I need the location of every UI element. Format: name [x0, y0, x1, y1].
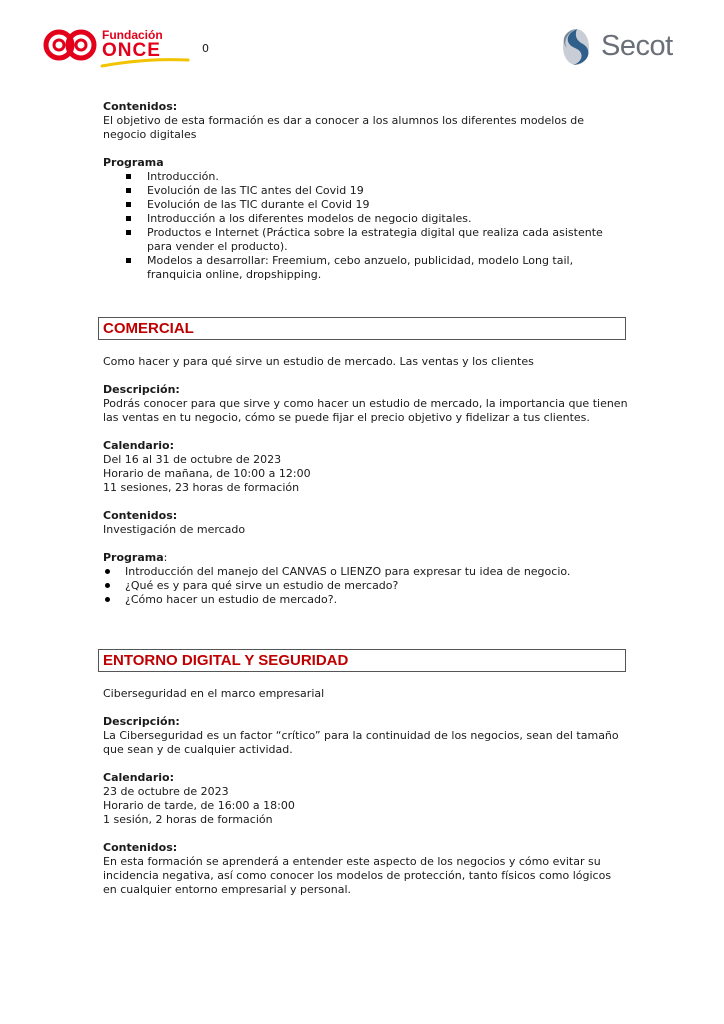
entorno-calendario-schedule: Horario de tarde, de 16:00 a 18:00	[103, 799, 295, 812]
comercial-contenidos-label: Contenidos:	[103, 509, 178, 522]
list-item: Introducción a los diferentes modelos de negocio digitales.	[103, 212, 628, 226]
intro-contenidos-label: Contenidos:	[103, 100, 178, 113]
entorno-descripcion-text: La Ciberseguridad es un factor “crítico” para la continuidad de los negocios, sean del tamaño que sean y de cualquier actividad.	[103, 729, 619, 756]
entorno-contenidos-label: Contenidos:	[103, 841, 178, 854]
entorno-calendario-sessions: 1 sesión, 2 horas de formación	[103, 813, 273, 826]
comercial-contenidos-text: Investigación de mercado	[103, 523, 246, 536]
section-title-entorno: ENTORNO DIGITAL Y SEGURIDAD	[98, 649, 626, 672]
list-item: ¿Qué es y para qué sirve un estudio de mercado?	[103, 579, 628, 593]
comercial-calendario-dates: Del 16 al 31 de octubre de 2023	[103, 453, 282, 466]
list-item: Modelos a desarrollar: Freemium, cebo anzuelo, publicidad, modelo Long tail, franquicia online, dropshipping.	[103, 254, 628, 282]
comercial-calendario-label: Calendario:	[103, 439, 175, 452]
list-item: Introducción del manejo del CANVAS o LIENZO para expresar tu idea de negocio.	[103, 565, 628, 579]
list-item: Productos e Internet (Práctica sobre la estrategia digital que realiza cada asistente para vender el producto).	[103, 226, 628, 254]
secot-brand-text: Secot	[601, 30, 673, 62]
comercial-descripcion-label: Descripción:	[103, 383, 180, 396]
once-brand-top: Fundación	[102, 28, 163, 42]
list-item: Evolución de las TIC durante el Covid 19	[103, 198, 628, 212]
entorno-calendario-dates: 23 de octubre de 2023	[103, 785, 229, 798]
comercial-subtitle: Como hacer y para qué sirve un estudio de mercado. Las ventas y los clientes	[103, 355, 534, 368]
once-swoosh-icon	[100, 56, 190, 70]
entorno-calendario-label: Calendario:	[103, 771, 175, 784]
secot-logo	[555, 26, 685, 68]
list-item: Evolución de las TIC antes del Covid 19	[103, 184, 628, 198]
entorno-subtitle: Ciberseguridad en el marco empresarial	[103, 687, 325, 700]
list-item: ¿Cómo hacer un estudio de mercado?.	[103, 593, 628, 607]
page-header	[0, 22, 724, 72]
comercial-programa-heading	[103, 551, 628, 565]
section-title-comercial: COMERCIAL	[98, 317, 626, 340]
entorno-descripcion-label: Descripción:	[103, 715, 180, 728]
intro-programa-label: Programa	[103, 156, 164, 169]
document-body	[103, 100, 628, 897]
comercial-descripcion-text: Podrás conocer para que sirve y como hacer un estudio de mercado, la importancia que tienen las ventas en tu negocio, cómo se puede fijar el precio objetivo y fidelizar a tus clientes.	[103, 397, 628, 424]
comercial-calendario-schedule: Horario de mañana, de 10:00 a 12:00	[103, 467, 311, 480]
fundacion-once-logo	[42, 26, 192, 72]
page-number: 0	[202, 42, 209, 55]
comercial-programa-colon: :	[163, 551, 168, 564]
once-brand-word: ONCE	[102, 40, 161, 61]
secot-emblem-icon	[555, 26, 597, 68]
list-item: Introducción.	[103, 170, 628, 184]
intro-contenidos-text: El objetivo de esta formación es dar a conocer a los alumnos los diferentes modelos de negocio digitales	[103, 114, 585, 141]
entorno-contenidos-text: En esta formación se aprenderá a entender este aspecto de los negocios y cómo evitar su incidencia negativa, así como conocer los modelos de protección, tanto físicos como lógicos en cualquier entorno empresarial y personal.	[103, 855, 612, 896]
intro-programa-list	[103, 170, 628, 282]
comercial-programa-label: Programa	[103, 551, 164, 564]
comercial-programa-list	[103, 565, 628, 607]
comercial-calendario-sessions: 11 sesiones, 23 horas de formación	[103, 481, 300, 494]
once-rings-icon	[42, 28, 100, 62]
